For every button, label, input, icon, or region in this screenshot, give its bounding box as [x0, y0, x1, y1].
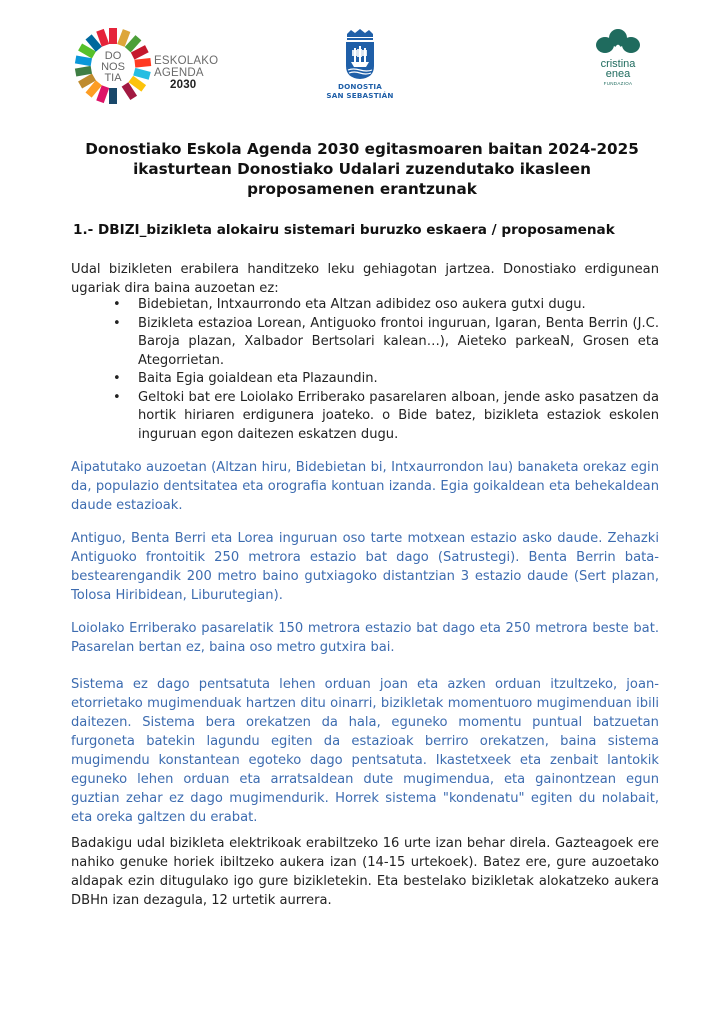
bullet-item: [113, 296, 659, 315]
donostia-letters-3: TIA: [104, 72, 122, 84]
donostia-letters-1: DO: [104, 50, 122, 62]
bullet-text: Bizikleta estazioa Lorean, Antiguoko frontoi inguruan, Igaran, Benta Berrin (J.C. Baroja plazan, Xalbador Bertsolari kalean…), Aieteko parkeaN, Grosen eta Ategorrietan.: [138, 315, 659, 368]
title-line-3: proposamenen erantzunak: [247, 180, 477, 198]
answer-paragraph-4: Sistema ez dago pentsatuta lehen orduan joan eta azken orduan itzultzeko, joan-etorrietako mugimenduak hartzen ditu oinarri, bizikletak momentuoro mugimenduan ibili daitezen. Sistema bera orekatzen da hala, eguneko momentu puntual batzuetan furgoneta batekin lagundu egiten da estazioak berriro orekatzen, baina sistema mugimendu konstantean egoteko dago pentsatuta. Ikastetxeek eta zenbait lantokik eguneko lehen orduan eta arratsaldean dute mugimendua, eta gainontzean egun guztian zehar ez dago mugimendurik. Horrek sistema "kondenatu" egiten du nolabait, eta oreka galtzen du erabat.: [71, 677, 659, 825]
agenda-line: AGENDA: [154, 67, 204, 79]
title-line-2: ikasturtean Donostiako Udalari zuzendutako ikasleen: [133, 160, 591, 178]
cristina-enea-leaves-icon: [595, 28, 641, 58]
answer-paragraph-2: Antiguo, Benta Berri eta Lorea inguruan oso tarte motxean estazio asko daude. Zehazki Antiguoko frontoitik 250 metrora estazio bat dago (Satrustegi). Benta Berrin bata-bestearengandik 200 metro baino gutxiagoko distantzian 3 estazio daude (Sert plazan, Tolosa Hiribidean, Liburutegian).: [71, 531, 659, 603]
answer-paragraph-3: Loiolako Erriberako pasarelatik 150 metrora estazio bat dago eta 250 metrora beste bat. Pasarelan bertan ez, baina oso metro gutxira bai.: [71, 621, 659, 655]
donostia-letters-2: NOS: [101, 61, 125, 73]
bullet-text: Baita Egia goialdean eta Plazaundin.: [138, 371, 378, 386]
donostia-line: DONOSTIA: [337, 82, 383, 91]
sdg-wheel-icon: [72, 26, 154, 106]
cristina-enea-text: [578, 59, 658, 79]
bullet-text: Bidebietan, Intxaurrondo eta Altzan adibidez oso aukera gutxi dugu.: [138, 297, 586, 312]
eskolako-line: ESKOLAKO: [154, 55, 219, 67]
year-line: 2030: [170, 79, 197, 91]
eskolako-agenda-text: [154, 55, 218, 91]
donostia-san-sebastian-logo: [305, 28, 415, 106]
answer-paragraph-1: Aipatutako auzoetan (Altzan hiru, Bidebietan bi, Intxaurrondon lau) banaketa orekaz egin da, populazio dentsitatea eta orografia kontuan izanda. Egia goikaldean eta behekaldean daude estazioak.: [71, 460, 659, 513]
cristina-enea-logo: [578, 28, 658, 98]
document-title: [60, 139, 664, 199]
san-sebastian-line: SAN SEBASTIÁN: [326, 91, 394, 100]
city-crest-icon: [343, 28, 377, 80]
bullet-icon: •: [113, 371, 121, 386]
eskolako-agenda-logo: [72, 26, 262, 106]
title-line-1: Donostiako Eskola Agenda 2030 egitasmoaren baitan 2024-2025: [85, 140, 639, 158]
bullet-icon: •: [113, 297, 121, 312]
bullet-text: Geltoki bat ere Loiolako Erriberako pasarelaren alboan, jende asko pasatzen da hortik hiriaren erdigunera joateko. o Bide batez, bizikleta estaziok eskolen inguruan egon daitezen eskatzen dugu.: [138, 389, 659, 442]
bullet-item: [113, 315, 659, 371]
closing-paragraph: Badakigu udal bizikleta elektrikoak erabiltzeko 16 urte izan behar direla. Gazteagoek ere nahiko genuke horiek ibiltzeko aukera izan (14-15 urtekoek). Batez ere, gure auzoetako aldapak ezin ditugulako igo gure bizikletekin. Eta bestelako bizikletak alokatzeko aukera DBHn izan dezagula, 12 urtetik aurrera.: [71, 836, 659, 908]
fundazioa-label: FUNDAZIOA: [603, 81, 633, 86]
header-logos: [0, 0, 724, 115]
bullet-icon: •: [113, 315, 121, 331]
request-bullet-list: [113, 296, 659, 444]
cristina-line: cristina: [600, 58, 636, 70]
intro-paragraph: Udal bizikleten erabilera handitzeko leku gehiagotan jartzea. Donostiako erdigunean ugariak dira baina auzoetan ez:: [71, 262, 659, 296]
enea-line: enea: [605, 68, 631, 80]
bullet-item: [113, 389, 659, 445]
bullet-icon: •: [113, 389, 121, 405]
section-title: 1.- DBIZI_bizikleta alokairu sistemari buruzko eskaera / proposamenak: [73, 222, 615, 238]
donostia-text: [305, 82, 415, 100]
bullet-item: [113, 370, 659, 389]
